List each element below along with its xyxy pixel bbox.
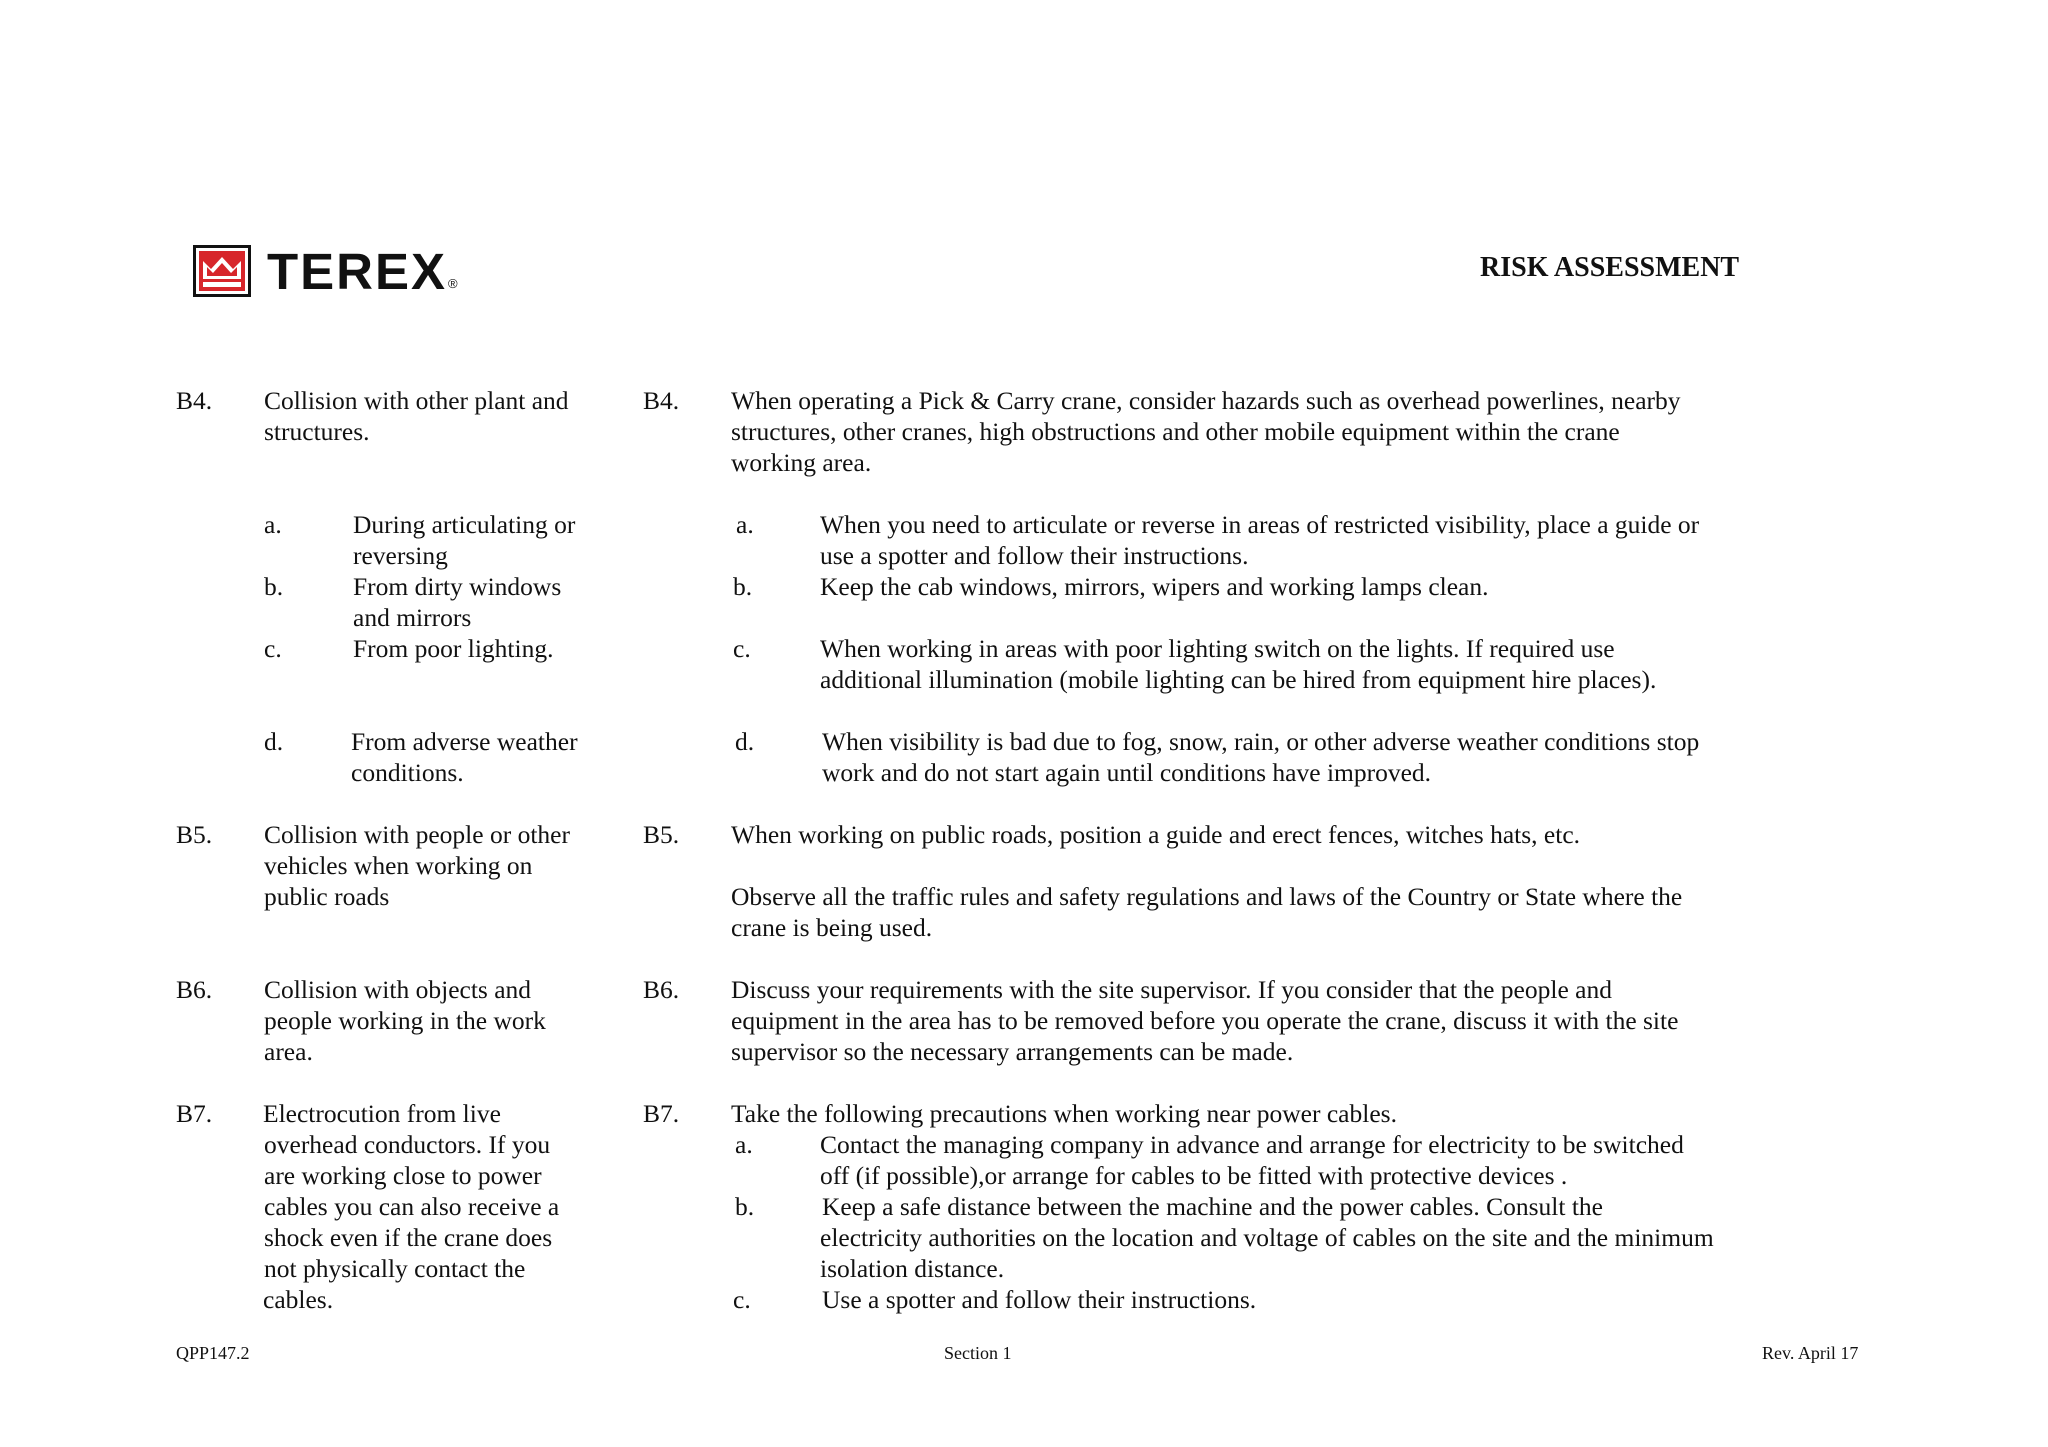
subitem-letter: a. (736, 510, 754, 539)
hazard-line: conditions. (351, 758, 464, 787)
control-line: When visibility is bad due to fog, snow, rain, or other adverse weather conditions stop (822, 727, 1700, 756)
row-code: B7. (643, 1099, 680, 1128)
hazard-line: overhead conductors. If you (264, 1130, 551, 1159)
subitem-letter: a. (264, 510, 282, 539)
footer-doc-code: QPP147.2 (176, 1343, 250, 1363)
hazard-line: cables you can also receive a (264, 1192, 560, 1221)
hazard-line: area. (264, 1037, 313, 1066)
subitem-letter: d. (264, 727, 284, 756)
control-line: Contact the managing company in advance and arrange for electricity to be switched (820, 1130, 1684, 1159)
control-line: When working in areas with poor lighting switch on the lights. If required use (820, 634, 1615, 663)
row-code: B4. (643, 386, 680, 415)
footer-section: Section 1 (944, 1343, 1012, 1363)
hazard-line: From dirty windows (353, 572, 562, 601)
hazard-line: From poor lighting. (353, 634, 554, 663)
control-line: Keep a safe distance between the machine and the power cables. Consult the (822, 1192, 1603, 1221)
hazard-line: Electrocution from live (263, 1099, 501, 1128)
control-line: crane is being used. (731, 913, 933, 942)
control-line: Keep the cab windows, mirrors, wipers and working lamps clean. (820, 572, 1489, 601)
hazard-line: and mirrors (353, 603, 472, 632)
row-code: B4. (176, 386, 213, 415)
control-line: When working on public roads, position a guide and erect fences, witches hats, etc. (731, 820, 1581, 849)
hazard-line: public roads (264, 882, 390, 911)
control-line: structures, other cranes, high obstructions and other mobile equipment within the crane (731, 417, 1620, 446)
control-line: use a spotter and follow their instructions. (820, 541, 1249, 570)
control-line: Take the following precautions when working near power cables. (731, 1099, 1397, 1128)
hazard-line: vehicles when working on (264, 851, 533, 880)
control-line: off (if possible),or arrange for cables to be fitted with protective devices . (820, 1161, 1568, 1190)
control-line: isolation distance. (820, 1254, 1005, 1283)
row-code: B5. (643, 820, 680, 849)
control-line: working area. (731, 448, 872, 477)
terex-logo (193, 242, 458, 300)
subitem-letter: d. (735, 727, 755, 756)
control-line: electricity authorities on the location and voltage of cables on the site and the minimum (820, 1223, 1714, 1252)
terex-crown-logo-icon (193, 245, 251, 297)
control-line: When you need to articulate or reverse in areas of restricted visibility, place a guide or (820, 510, 1700, 539)
control-line: Discuss your requirements with the site supervisor. If you consider that the people and (731, 975, 1612, 1004)
brand-wordmark: TEREX (267, 242, 448, 300)
footer-revision: Rev. April 17 (1762, 1343, 1859, 1363)
hazard-line: not physically contact the (264, 1254, 526, 1283)
hazard-line: Collision with objects and (264, 975, 532, 1004)
hazard-line: cables. (263, 1285, 334, 1314)
hazard-line: Collision with people or other (264, 820, 570, 849)
row-code: B5. (176, 820, 213, 849)
subitem-letter: c. (733, 634, 751, 663)
row-code: B7. (176, 1099, 213, 1128)
subitem-letter: c. (264, 634, 282, 663)
hazard-line: shock even if the crane does (264, 1223, 553, 1252)
hazard-line: structures. (264, 417, 370, 446)
hazard-line: people working in the work (264, 1006, 546, 1035)
document-title: RISK ASSESSMENT (1480, 252, 1740, 283)
subitem-letter: c. (733, 1285, 751, 1314)
subitem-letter: b. (733, 572, 753, 601)
hazard-line: From adverse weather (351, 727, 578, 756)
control-line: Observe all the traffic rules and safety regulations and laws of the Country or State where the (731, 882, 1683, 911)
control-line: supervisor so the necessary arrangements can be made. (731, 1037, 1294, 1066)
hazard-line: reversing (353, 541, 448, 570)
hazard-line: Collision with other plant and (264, 386, 569, 415)
subitem-letter: b. (264, 572, 284, 601)
subitem-letter: b. (735, 1192, 755, 1221)
control-line: additional illumination (mobile lighting can be hired from equipment hire places). (820, 665, 1657, 694)
hazard-line: are working close to power (264, 1161, 542, 1190)
row-code: B6. (643, 975, 680, 1004)
control-line: work and do not start again until conditions have improved. (822, 758, 1432, 787)
registered-mark: ® (448, 276, 458, 291)
control-line: When operating a Pick & Carry crane, consider hazards such as overhead powerlines, nearby (731, 386, 1681, 415)
hazard-line: During articulating or (353, 510, 576, 539)
control-line: equipment in the area has to be removed before you operate the crane, discuss it with the site (731, 1006, 1679, 1035)
row-code: B6. (176, 975, 213, 1004)
control-line: Use a spotter and follow their instructions. (822, 1285, 1257, 1314)
subitem-letter: a. (735, 1130, 753, 1159)
